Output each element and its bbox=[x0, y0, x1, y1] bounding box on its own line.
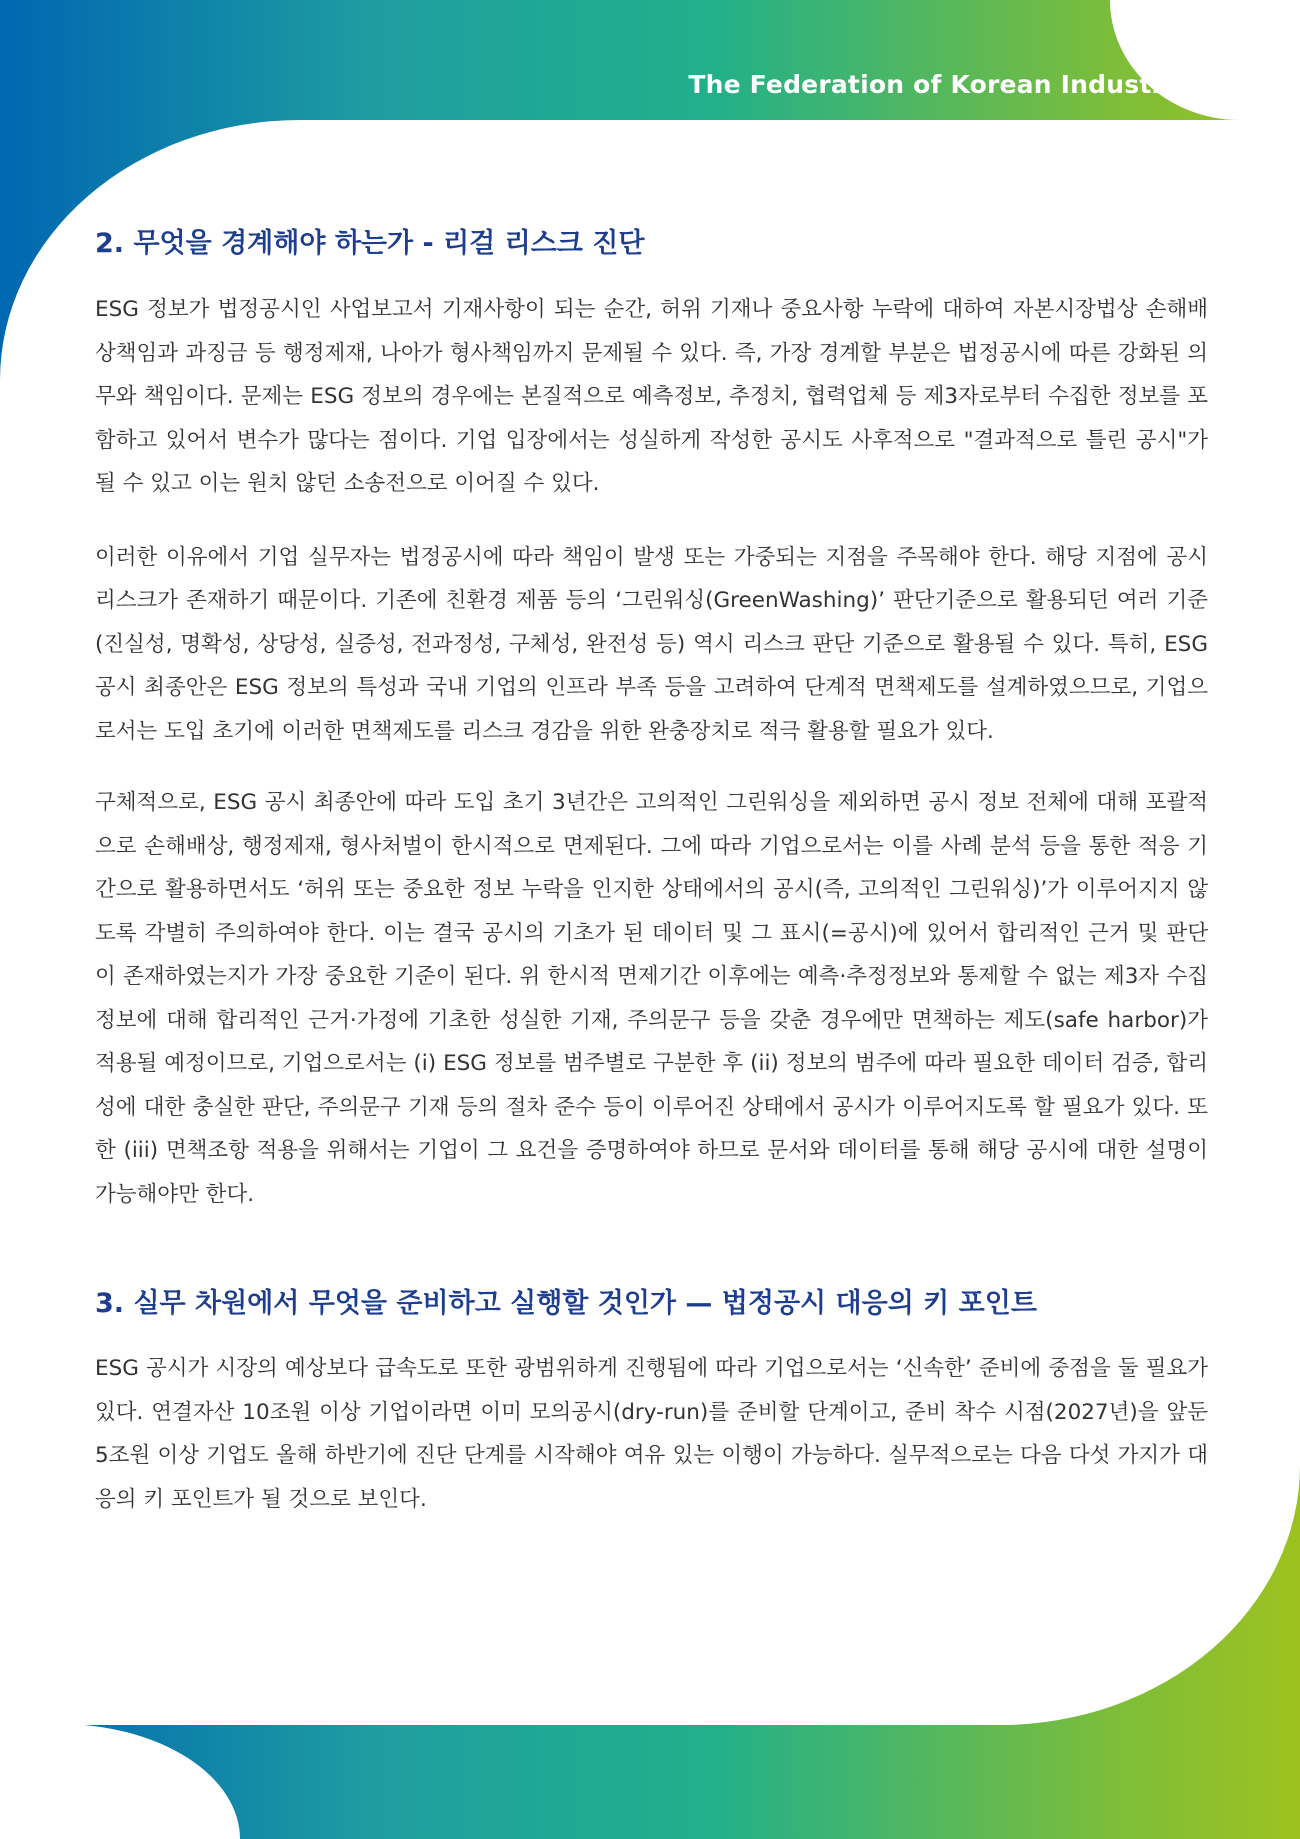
section-2-paragraph-2: 이러한 이유에서 기업 실무자는 법정공시에 따라 책임이 발생 또는 가중되는 지점을 주목해야 한다. 해당 지점에 공시 리스크가 존재하기 때문이다. 기존에 친환경 제품 등의 ‘그린워싱(GreenWashing)’ 판단기준으로 활용되던 여러 기준(진실성, 명확성, 상당성, 실증성, 전과정성, 구체성, 완전성 등) 역시 리스크 판단 기준으로 활용될 수 있다. 특히, ESG 공시 최종안은 ESG 정보의 특성과 국내 기업의 인프라 부족 등을 고려하여 단계적 면책제도를 설계하였으므로, 기업으로서는 도입 초기에 이러한 면책제도를 리스크 경감을 위한 완충장치로 적극 활용할 필요가 있다. bbox=[95, 544, 1208, 744]
section-3-heading: 3. 실무 차원에서 무엇을 준비하고 실행할 것인가 — 법정공시 대응의 키 포인트 bbox=[95, 1288, 1037, 1319]
section-3-paragraph-1: ESG 공시가 시장의 예상보다 급속도로 또한 광범위하게 진행됨에 따라 기업으로서는 ‘신속한’ 준비에 중점을 둘 필요가 있다. 연결자산 10조원 이상 기업이라면 이미 모의공시(dry-run)를 준비할 단계이고, 준비 착수 시점(2027년)을 앞둔 5조원 이상 기업도 올해 하반기에 진단 단계를 시작해야 여유 있는 이행이 가능하다. 실무적으로는 다음 다섯 가지가 대응의 키 포인트가 될 것으로 보인다. bbox=[95, 1356, 1208, 1512]
section-2-paragraph-3: 구체적으로, ESG 공시 최종안에 따라 도입 초기 3년간은 고의적인 그린워싱을 제외하면 공시 정보 전체에 대해 포괄적으로 손해배상, 행정제재, 형사처벌이 한시적으로 면제된다. 그에 따라 기업으로서는 이를 사례 분석 등을 통한 적응 기간으로 활용하면서도 ‘허위 또는 중요한 정보 누락을 인지한 상태에서의 공시(즉, 고의적인 그린워싱)’가 이루어지지 않도록 각별히 주의하여야 한다. 이는 결국 공시의 기초가 된 데이터 및 그 표시(=공시)에 있어서 합리적인 근거 및 판단이 존재하였는지가 가장 중요한 기준이 된다. 위 한시적 면제기간 이후에는 예측·추정정보와 통제할 수 없는 제3자 수집 정보에 대해 합리적인 근거·가정에 기초한 성실한 기재, 주의문구 등을 갖춘 경우에만 면책하는 제도(safe harbor)가 적용될 예정이므로, 기업으로서는 (i) ESG 정보를 범주별로 구분한 후 (ii) 정보의 범주에 따라 필요한 데이터 검증, 합리성에 대한 충실한 판단, 주의문구 기재 등의 절차 준수 등이 이루어진 상태에서 공시가 이루어지도록 할 필요가 있다. 또한 (iii) 면책조항 적용을 위해서는 기업이 그 요건을 증명하여야 하므로 문서와 데이터를 통해 해당 공시에 대한 설명이 가능해야만 한다. bbox=[95, 790, 1208, 1207]
section-2-heading: 2. 무엇을 경계해야 하는가 - 리걸 리스크 진단 bbox=[95, 228, 645, 259]
section-2-paragraph-1: ESG 정보가 법정공시인 사업보고서 기재사항이 되는 순간, 허위 기재나 중요사항 누락에 대하여 자본시장법상 손해배상책임과 과징금 등 행정제재, 나아가 형사책임까지 문제될 수 있다. 즉, 가장 경계할 부분은 법정공시에 따른 강화된 의무와 책임이다. 문제는 ESG 정보의 경우에는 본질적으로 예측정보, 추정치, 협력업체 등 제3자로부터 수집한 정보를 포함하고 있어서 변수가 많다는 점이다. 기업 입장에서는 성실하게 작성한 공시도 사후적으로 "결과적으로 틀린 공시"가 될 수 있고 이는 원치 않던 소송전으로 이어질 수 있다. bbox=[95, 297, 1208, 496]
organization-name: The Federation of Korean Industries bbox=[688, 70, 1205, 99]
document-body bbox=[95, 224, 1208, 1521]
